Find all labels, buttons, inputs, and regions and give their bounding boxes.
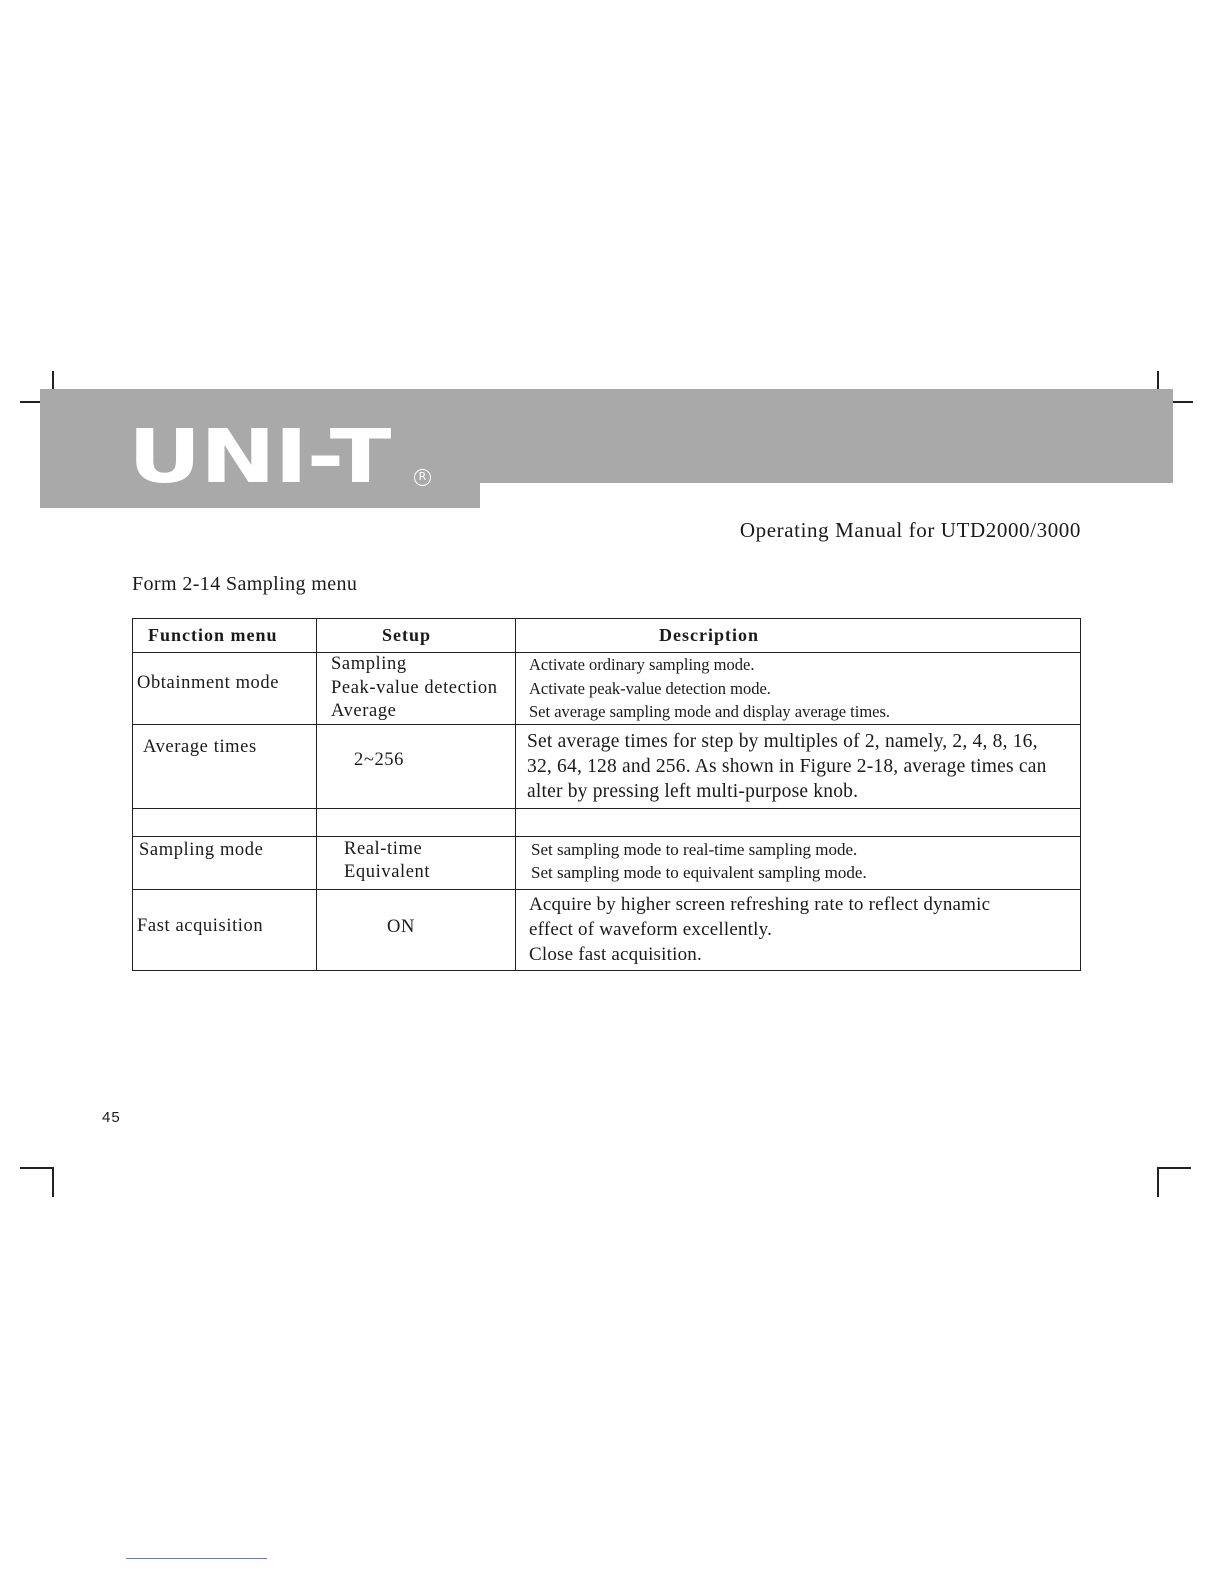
column-header-description: Description <box>516 619 1081 653</box>
registered-trademark-icon: R <box>414 469 431 486</box>
setup-cell <box>317 808 516 836</box>
description-cell: Set sampling mode to real-time sampling mode. Set sampling mode to equivalent sampling mode. <box>516 836 1081 889</box>
crop-mark-bottom-right-horizontal <box>1157 1167 1191 1169</box>
crop-mark-bottom-left-vertical <box>52 1167 54 1197</box>
description-cell: Acquire by higher screen refreshing rate to reflect dynamic effect of waveform excellently. Close fast acquisition. <box>516 889 1081 970</box>
crop-mark-top-right-horizontal <box>1173 401 1193 403</box>
column-header-function: Function menu <box>133 619 317 653</box>
crop-mark-top-left-vertical <box>52 371 54 389</box>
table-row <box>133 653 1081 725</box>
footer-underline <box>126 1558 267 1559</box>
crop-mark-bottom-left-horizontal <box>20 1167 53 1169</box>
table-row-empty <box>133 808 1081 836</box>
table-row <box>133 889 1081 970</box>
description-cell: Activate ordinary sampling mode. Activate peak-value detection mode. Set average sampling mode and display average times. <box>516 653 1081 725</box>
table-header-row <box>133 619 1081 653</box>
function-cell: Sampling mode <box>133 836 317 889</box>
manual-title: Operating Manual for UTD2000/3000 <box>739 518 1081 542</box>
description-cell: Set average times for step by multiples of 2, namely, 2, 4, 8, 16, 32, 64, 128 and 256. As shown in Figure 2-18, average times can alter by pressing left multi-purpose knob. <box>516 724 1081 808</box>
form-caption: Form 2-14 Sampling menu <box>132 573 358 595</box>
page-number: 45 <box>102 1109 121 1126</box>
table-row <box>133 724 1081 808</box>
crop-mark-top-right-vertical <box>1157 371 1159 389</box>
sampling-menu-table <box>132 618 1081 971</box>
setup-cell: Sampling Peak-value detection Average <box>317 653 516 725</box>
brand-logo: UNI-T <box>128 414 391 500</box>
table-row <box>133 836 1081 889</box>
description-cell <box>516 808 1081 836</box>
setup-cell: Real-time Equivalent <box>317 836 516 889</box>
function-cell <box>133 808 317 836</box>
setup-cell: 2~256 <box>317 724 516 808</box>
function-cell: Fast acquisition <box>133 889 317 970</box>
function-cell: Obtainment mode <box>133 653 317 725</box>
function-cell: Average times <box>133 724 317 808</box>
column-header-setup: Setup <box>317 619 516 653</box>
crop-mark-bottom-right-vertical <box>1157 1167 1159 1197</box>
setup-cell: ON <box>317 889 516 970</box>
crop-mark-top-left-horizontal <box>20 401 40 403</box>
